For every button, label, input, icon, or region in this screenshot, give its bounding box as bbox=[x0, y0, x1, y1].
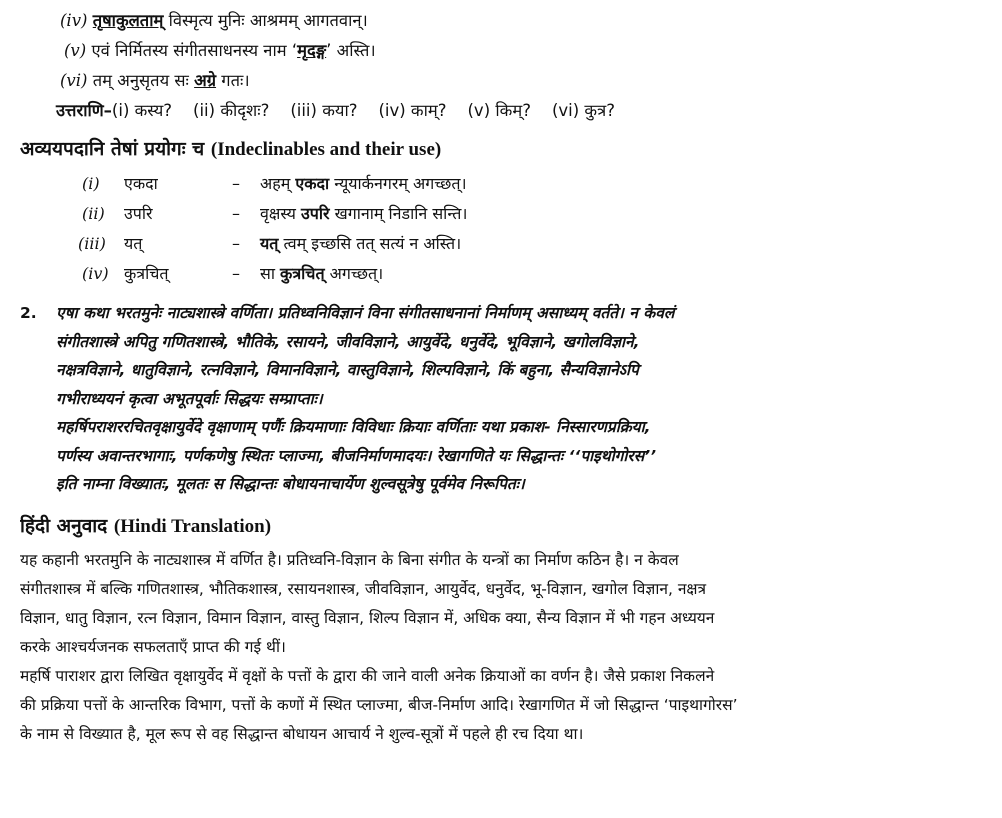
row-example: खगानाम् निडानि सन्ति। bbox=[329, 204, 468, 223]
underlined-word: तृषाकुलताम् bbox=[92, 11, 164, 30]
row-dash: – bbox=[232, 204, 240, 223]
underlined-word: मृदङ्ग bbox=[297, 41, 327, 60]
answer-item: (v) किम्? bbox=[467, 101, 531, 120]
translation-line: संगीतशास्त्र में बल्कि गणितशास्त्र, भौतिकशास्त्र, रसायनशास्त्र, जीवविज्ञान, आयुर्वेद, धनुर्वेद, भू-विज्ञान, खगोल विज्ञान, नक्षत्र bbox=[20, 579, 707, 598]
heading-hindi: हिंदी अनुवाद bbox=[20, 514, 108, 537]
translation-line: विज्ञान, धातु विज्ञान, रत्न विज्ञान, विमान विज्ञान, वास्तु विज्ञान, शिल्प विज्ञान में, अधिक क्या, सैन्य विज्ञान में भी गहन अध्ययन bbox=[20, 608, 715, 627]
section-heading-translation bbox=[20, 507, 982, 546]
row-example-bold: कुत्रचित् bbox=[280, 264, 325, 283]
row-word: कुत्रचित् bbox=[124, 264, 169, 283]
question-number: (vi) bbox=[60, 71, 88, 90]
answers-line bbox=[20, 96, 982, 126]
question-number: (iv) bbox=[60, 11, 88, 30]
answer-item: (vi) कुत्र? bbox=[551, 101, 615, 120]
question-iv bbox=[20, 6, 982, 36]
indeclinable-row bbox=[20, 169, 982, 199]
translation-line: की प्रक्रिया पत्तों के आन्तरिक विभाग, पत्तों के कणों में स्थित प्लाज्मा, बीज-निर्माण आदि। रेखागणित में जो सिद्धान्त ‘पाइथागोरस’ bbox=[20, 695, 738, 714]
passage-line bbox=[20, 299, 982, 328]
passage-line: नक्षत्रविज्ञाने, धातुविज्ञाने, रत्नविज्ञाने, विमानविज्ञाने, वास्तुविज्ञाने, शिल्पविज्ञाने, किं बहुना, सैन्यविज्ञानेऽपि bbox=[56, 361, 639, 379]
row-example-bold: एकदा bbox=[295, 174, 330, 193]
question-text: एवं निर्मितस्य संगीतसाधनस्य नाम ‘ bbox=[86, 41, 298, 60]
row-word: एकदा bbox=[124, 174, 158, 193]
row-index: (i) bbox=[82, 174, 100, 193]
row-dash: – bbox=[232, 234, 240, 253]
question-number: (v) bbox=[64, 41, 87, 60]
question-vi bbox=[20, 66, 982, 96]
row-example: सा bbox=[260, 264, 281, 283]
indeclinable-row bbox=[20, 229, 982, 259]
passage-text: एषा कथा भरतमुनेः नाट्यशास्त्रे वर्णिता। प्रतिध्वनिविज्ञानं विना संगीतसाधनानां निर्माणम् असाध्यम् वर्तते। न केवलं bbox=[56, 304, 675, 322]
row-index: (ii) bbox=[82, 204, 105, 223]
row-dash: – bbox=[232, 264, 240, 283]
row-example: अहम् bbox=[260, 174, 296, 193]
answer-item: (i) कस्य? bbox=[111, 101, 173, 120]
row-example: त्वम् इच्छसि तत् सत्यं न अस्ति। bbox=[278, 234, 462, 253]
translation-line: के नाम से विख्यात है, मूल रूप से वह सिद्धान्त बोधायन आचार्य ने शुल्व-सूत्रों में पहले ही रच दिया था। bbox=[20, 724, 584, 743]
answers-label: उत्तराणि– bbox=[56, 101, 112, 120]
question-text: गतः। bbox=[216, 71, 250, 90]
indeclinable-row bbox=[20, 199, 982, 229]
row-dash: – bbox=[232, 174, 240, 193]
section-heading-indeclinables bbox=[20, 130, 982, 169]
passage-line: गभीराध्ययनं कृत्वा अभूतपूर्वाः सिद्धयः सम्प्राप्ताः। bbox=[56, 389, 323, 408]
heading-hindi: अव्ययपदानि तेषां प्रयोगः च bbox=[20, 138, 205, 160]
row-word: उपरि bbox=[124, 204, 153, 223]
translation-line: यह कहानी भरतमुनि के नाट्यशास्त्र में वर्णित है। प्रतिध्वनि-विज्ञान के बिना संगीत के यन्त्रों का निर्माण कठिन है। न केवल bbox=[20, 550, 679, 569]
row-example: अगच्छत्। bbox=[324, 264, 384, 283]
passage-line: इति नाम्ना विख्यातः, मूलतः स सिद्धान्तः बोधायनाचार्येण शुल्वसूत्रेषु पूर्वमेव निरूपितः। bbox=[56, 475, 525, 493]
row-word: यत् bbox=[124, 234, 143, 253]
answer-item: (iv) काम्? bbox=[378, 101, 447, 120]
row-index: (iii) bbox=[78, 234, 106, 253]
row-index: (iv) bbox=[82, 264, 109, 283]
question-text: ’ अस्ति। bbox=[326, 41, 376, 60]
answer-item: (iii) कया? bbox=[290, 101, 358, 120]
row-example-bold: यत् bbox=[260, 234, 279, 253]
question-v bbox=[20, 36, 982, 66]
row-example: वृक्षस्य bbox=[260, 204, 301, 223]
heading-english: (Indeclinables and their use) bbox=[210, 139, 442, 160]
translation-line: महर्षि पाराशर द्वारा लिखित वृक्षायुर्वेद में वृक्षों के पत्तों के द्वारा की जाने वाली अनेक क्रियाओं का वर्णन है। जैसे प्रकाश निकलने bbox=[20, 666, 715, 685]
translation-body bbox=[20, 546, 982, 749]
indeclinable-row bbox=[20, 259, 982, 289]
passage-number: 2. bbox=[20, 304, 37, 322]
row-example-bold: उपरि bbox=[300, 204, 330, 223]
answer-item: (ii) कीदृशः? bbox=[193, 101, 270, 120]
passage-line: पर्णस्य अवान्तरभागाः, पर्णकणेषु स्थितः प्लाज्मा, बीजनिर्माणमादयः। रेखागणिते यः सिद्धान्तः ‘‘पाइथोगोरस’’ bbox=[56, 446, 657, 465]
question-text: विस्मृत्य मुनिः आश्रमम् आगतवान्। bbox=[163, 11, 368, 30]
passage-2 bbox=[20, 299, 982, 499]
row-example: न्यूयार्कनगरम् अगच्छत्। bbox=[329, 174, 467, 193]
heading-english: (Hindi Translation) bbox=[113, 515, 272, 537]
question-text: तम् अनुसृतय सः bbox=[87, 71, 195, 90]
passage-line: संगीतशास्त्रे अपितु गणितशास्त्रे, भौतिके, रसायने, जीवविज्ञाने, आयुर्वेदे, धनुर्वेदे, भूविज्ञाने, खगोलविज्ञाने, bbox=[56, 332, 640, 351]
translation-line: करके आश्चर्यजनक सफलताएँ प्राप्त की गई थीं। bbox=[20, 637, 286, 656]
underlined-word: अग्रे bbox=[194, 71, 217, 90]
passage-line: महर्षिपराशररचितवृक्षायुर्वेदे वृक्षाणाम् पर्णैः क्रियमाणाः विविधाः क्रियाः वर्णिताः यथा प्रकाश- निस्सारणप्रक्रिया, bbox=[56, 418, 651, 436]
